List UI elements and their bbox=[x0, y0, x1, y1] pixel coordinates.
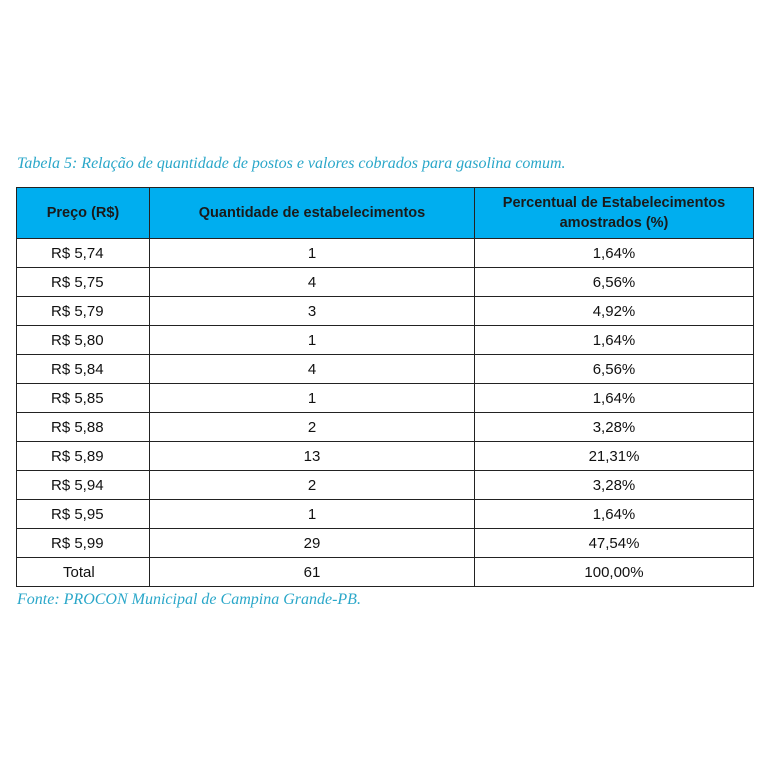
percent-cell: 1,64% bbox=[475, 239, 754, 268]
price-cell: R$ 5,95 bbox=[17, 500, 150, 529]
price-cell: R$ 5,89 bbox=[17, 442, 150, 471]
price-cell: R$ 5,75 bbox=[17, 268, 150, 297]
price-cell: R$ 5,88 bbox=[17, 413, 150, 442]
quantity-cell: 13 bbox=[150, 442, 475, 471]
price-cell: R$ 5,85 bbox=[17, 384, 150, 413]
table-row bbox=[17, 471, 754, 500]
percent-cell: 47,54% bbox=[475, 529, 754, 558]
percent-cell: 6,56% bbox=[475, 355, 754, 384]
percent-cell: 1,64% bbox=[475, 384, 754, 413]
table-row bbox=[17, 239, 754, 268]
quantity-cell: 4 bbox=[150, 268, 475, 297]
percent-cell: 3,28% bbox=[475, 471, 754, 500]
percent-cell: 1,64% bbox=[475, 500, 754, 529]
price-table bbox=[16, 187, 754, 587]
quantity-cell: 3 bbox=[150, 297, 475, 326]
percent-cell: 4,92% bbox=[475, 297, 754, 326]
table-row bbox=[17, 529, 754, 558]
header-percent: Percentual de Estabelecimentos amostrados (%) bbox=[475, 188, 754, 239]
price-cell: R$ 5,84 bbox=[17, 355, 150, 384]
quantity-cell: 1 bbox=[150, 326, 475, 355]
table-row bbox=[17, 326, 754, 355]
source-note: Fonte: PROCON Municipal de Campina Grande-PB. bbox=[17, 591, 361, 608]
price-cell: R$ 5,99 bbox=[17, 529, 150, 558]
table-row bbox=[17, 500, 754, 529]
price-cell: R$ 5,79 bbox=[17, 297, 150, 326]
percent-cell: 3,28% bbox=[475, 413, 754, 442]
table-row bbox=[17, 355, 754, 384]
table-total-row bbox=[17, 558, 754, 587]
table-row bbox=[17, 384, 754, 413]
total-quantity-cell: 61 bbox=[150, 558, 475, 587]
table-row bbox=[17, 268, 754, 297]
table-row bbox=[17, 442, 754, 471]
quantity-cell: 4 bbox=[150, 355, 475, 384]
table-row bbox=[17, 297, 754, 326]
total-percent-cell: 100,00% bbox=[475, 558, 754, 587]
table-caption: Tabela 5: Relação de quantidade de postos e valores cobrados para gasolina comum. bbox=[17, 155, 566, 172]
header-quantity: Quantidade de estabelecimentos bbox=[150, 188, 475, 239]
percent-cell: 1,64% bbox=[475, 326, 754, 355]
quantity-cell: 1 bbox=[150, 239, 475, 268]
percent-cell: 6,56% bbox=[475, 268, 754, 297]
header-price: Preço (R$) bbox=[17, 188, 150, 239]
percent-cell: 21,31% bbox=[475, 442, 754, 471]
quantity-cell: 1 bbox=[150, 384, 475, 413]
quantity-cell: 29 bbox=[150, 529, 475, 558]
table-header-row bbox=[17, 188, 754, 239]
total-label-cell: Total bbox=[17, 558, 150, 587]
price-cell: R$ 5,74 bbox=[17, 239, 150, 268]
quantity-cell: 2 bbox=[150, 413, 475, 442]
quantity-cell: 1 bbox=[150, 500, 475, 529]
price-cell: R$ 5,80 bbox=[17, 326, 150, 355]
price-cell: R$ 5,94 bbox=[17, 471, 150, 500]
table-row bbox=[17, 413, 754, 442]
quantity-cell: 2 bbox=[150, 471, 475, 500]
